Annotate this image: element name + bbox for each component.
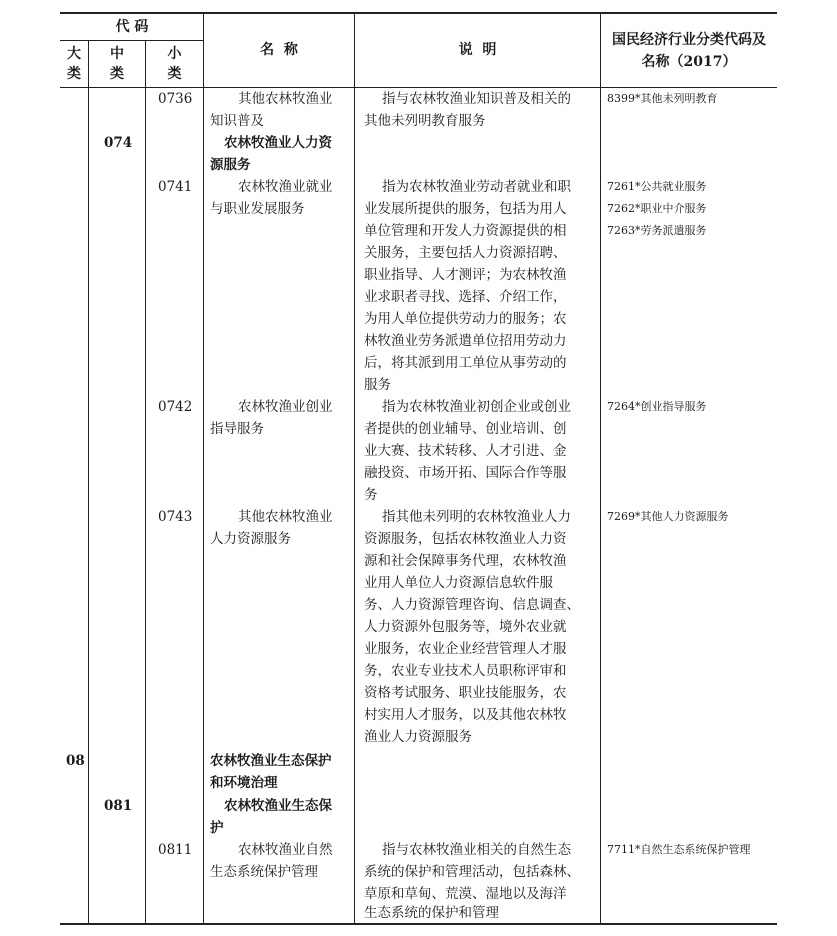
header-middle-2: 类 [110,66,124,82]
group-name-line: 农林牧渔业人力资 [224,135,332,151]
item-desc-line: 资格考试服务、职业技能服务，农 [364,685,567,701]
item-desc-line: 单位管理和开发人力资源提供的相 [364,223,567,239]
item-desc-line: 职业指导、人才测评；为农林牧渔 [364,267,567,283]
national-code: 7261*公共就业服务 [607,180,707,193]
header-desc: 说 明 [458,42,497,58]
minor-code: 0736 [158,91,193,107]
item-name-line: 知识普及 [210,113,264,129]
item-desc-line: 务，农业专业技术人员职称评审和 [364,663,567,679]
item-desc-line: 指为农林牧渔业初创企业或创业 [382,399,571,415]
item-desc-line: 后，将其派到用工单位从事劳动的 [364,355,567,371]
item-name-line: 其他农林牧渔业 [238,509,333,525]
item-desc-line: 指其他未列明的农林牧渔业人力 [382,509,571,525]
national-code: 7264*创业指导服务 [607,400,707,413]
minor-code: 0811 [158,842,193,858]
item-desc-line: 其他未列明教育服务 [364,113,486,129]
header-name: 名 称 [260,42,298,58]
header-minor-1: 小 [167,46,182,62]
item-desc-line: 业求职者寻找、选择、介绍工作， [364,289,567,305]
code-header-underline [60,40,204,41]
item-desc-line: 为用人单位提供劳动力的服务；农 [364,311,567,327]
group-name-line: 和环境治理 [210,775,278,791]
header-national-1: 国民经济行业分类代码及 [612,32,766,48]
item-desc-line: 者提供的创业辅导、创业培训、创 [364,421,567,437]
col-divider-4 [354,13,355,924]
item-desc-line: 生态系统的保护和管理 [364,905,499,921]
item-desc-line: 林牧渔业劳务派遣单位招用劳动力 [364,333,567,349]
header-national-2: 名称（2017） [641,54,737,70]
minor-code: 0742 [158,399,193,415]
item-desc-line: 服务 [364,377,391,393]
table-top-rule [60,12,777,14]
item-desc-line: 渔业人力资源服务 [364,729,472,745]
header-major-1: 大 [67,46,81,62]
item-desc-line: 指与农林牧渔业知识普及相关的 [382,91,571,107]
group-name-line: 农林牧渔业生态保护 [210,753,332,769]
item-desc-line: 系统的保护和管理活动，包括森林、 [364,864,580,880]
item-desc-line: 指为农林牧渔业劳动者就业和职 [382,179,571,195]
national-code: 7263*劳务派遣服务 [607,224,707,237]
item-desc-line: 人力资源外包服务等，境外农业就 [364,619,567,635]
item-desc-line: 指与农林牧渔业相关的自然生态 [382,842,571,858]
item-name-line: 其他农林牧渔业 [238,91,333,107]
header-minor-2: 类 [167,66,182,82]
item-name-line: 与职业发展服务 [210,201,305,217]
item-desc-line: 村实用人才服务，以及其他农林牧 [364,707,567,723]
item-name-line: 农林牧渔业自然 [238,842,333,858]
header-middle-1: 中 [110,46,124,62]
minor-code: 0741 [158,179,193,195]
item-desc-line: 业用人单位人力资源信息软件服 [364,575,553,591]
item-desc-line: 业大赛、技术转移、人才引进、金 [364,443,567,459]
national-code: 7262*职业中介服务 [607,202,707,215]
national-code: 7269*其他人力资源服务 [607,510,729,523]
group-name-line: 源服务 [210,157,251,173]
item-name-line: 农林牧渔业创业 [238,399,333,415]
col-divider-1 [88,40,89,924]
major-code: 08 [66,753,85,769]
item-desc-line: 资源服务，包括农林牧渔业人力资 [364,531,567,547]
item-desc-line: 融投资、市场开拓、国际合作等服 [364,465,567,481]
item-desc-line: 务 [364,487,378,503]
col-divider-3 [203,13,204,924]
group-name-line: 护 [210,820,224,836]
item-desc-line: 草原和草甸、荒漠、湿地以及海洋 [364,886,567,902]
item-desc-line: 务、人力资源管理咨询、信息调查、 [364,597,580,613]
item-desc-line: 业服务，农业企业经营管理人才服 [364,641,567,657]
header-code: 代 码 [115,19,149,35]
item-desc-line: 源和社会保障事务代理，农林牧渔 [364,553,567,569]
national-code: 8399*其他未列明教育 [607,92,718,105]
item-desc-line: 关服务，主要包括人力资源招聘、 [364,245,567,261]
item-name-line: 农林牧渔业就业 [238,179,333,195]
national-code: 7711*自然生态系统保护管理 [607,843,751,856]
minor-code: 0743 [158,509,193,525]
col-divider-2 [145,40,146,924]
col-divider-5 [600,13,601,924]
group-name-line: 农林牧渔业生态保 [224,798,332,814]
item-desc-line: 业发展所提供的服务，包括为用人 [364,201,567,217]
middle-code: 074 [104,135,133,151]
item-name-line: 生态系统保护管理 [210,864,318,880]
header-major-2: 类 [67,66,81,82]
item-name-line: 指导服务 [210,421,264,437]
middle-code: 081 [104,798,133,814]
item-name-line: 人力资源服务 [210,531,291,547]
